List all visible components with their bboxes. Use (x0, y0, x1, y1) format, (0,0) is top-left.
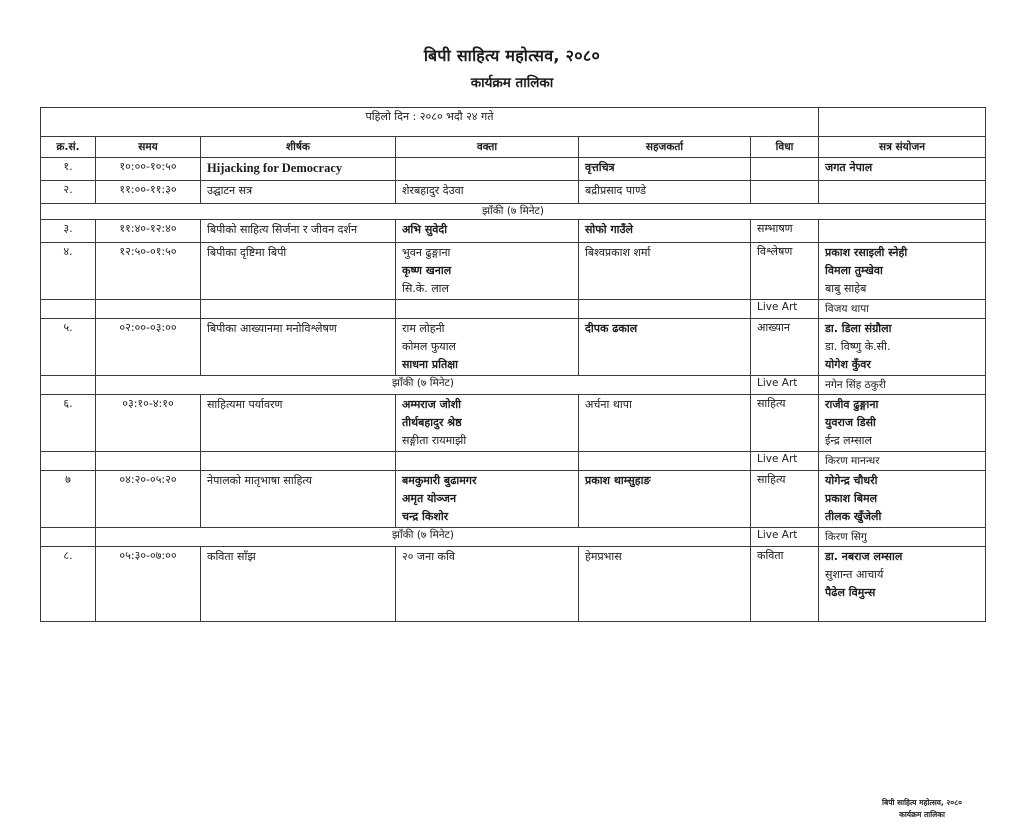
facilitator-cell (579, 181, 751, 204)
cell-line: कोमल फुयाल (402, 340, 456, 353)
time-cell: ११:४०-१२:४० (96, 220, 201, 243)
time-cell: ०३:१०-४:१० (96, 395, 201, 452)
cell-line: प्रकाश थाम्सुहाङ (585, 474, 651, 487)
facilitator-cell (579, 547, 751, 622)
time-cell (96, 452, 201, 471)
time-cell: ०४:२०-०५:२० (96, 471, 201, 528)
cell-line: बमकुमारी बुढामगर (402, 474, 477, 487)
cell-line: राम लोहनी (402, 322, 445, 335)
session-row (41, 243, 986, 300)
coordinator-cell (819, 319, 986, 376)
cell-line: शेरबहादुर देउवा (402, 184, 464, 197)
col-header-coordinator: सत्र संयोजन (819, 137, 986, 158)
cell-line: किरण सिगु (825, 531, 867, 543)
speaker-cell (396, 220, 579, 243)
cell-line: डा. विष्णु के.सी. (825, 340, 891, 353)
cell-line: सि.के. लाल (402, 282, 449, 295)
jhanki-label-cell: झाँकी (७ मिनेट) (96, 528, 751, 547)
cell-line: सङ्गीता रायमाझी (402, 434, 467, 447)
facilitator-cell (579, 319, 751, 376)
sn-cell: १. (41, 158, 96, 181)
speaker-cell (396, 300, 579, 319)
cell-line: साधना प्रतिक्षा (402, 358, 458, 371)
cell-line: बिश्वप्रकाश शर्मा (585, 246, 651, 259)
cell-line: सोफो गाउँले (585, 223, 633, 236)
footer-line-1: बिपी साहित्य महोत्सव, २०८० (882, 798, 962, 807)
document-subtitle: कार्यक्रम तालिका (470, 75, 554, 91)
cell-line: बाबु साहेब (825, 282, 867, 295)
cell-line: युवराज डिसी (825, 416, 876, 429)
genre-cell: कविता (751, 547, 819, 622)
coordinator-cell (819, 376, 986, 395)
genre-cell: Live Art (751, 528, 819, 547)
cell-line: Hijacking for Democracy (207, 161, 343, 175)
cell-line: विजय थापा (825, 303, 869, 315)
col-header-time: समय (96, 137, 201, 158)
session-row (41, 181, 986, 204)
cell-line: बिपीका दृष्टिमा बिपी (207, 246, 287, 259)
session-row (41, 395, 986, 452)
genre-cell: Live Art (751, 376, 819, 395)
time-cell: ०२:००-०३:०० (96, 319, 201, 376)
time-cell: १०:००-१०:५० (96, 158, 201, 181)
cell-line: उद्घाटन सत्र (207, 184, 253, 197)
cell-line: हेमप्रभास (585, 550, 622, 563)
cell-line: नेपालको मातृभाषा साहित्य (207, 474, 312, 487)
cell-line: योगेन्द्र चौधरी (825, 474, 878, 487)
coordinator-cell (819, 395, 986, 452)
facilitator-cell (579, 158, 751, 181)
document-page (0, 44, 1024, 819)
live-art-row (41, 300, 986, 319)
cell-line: विमला तुम्खेवा (825, 264, 883, 277)
cell-line: ईन्द्र लम्साल (825, 434, 872, 447)
genre-cell: साहित्य (751, 471, 819, 528)
coordinator-cell (819, 528, 986, 547)
genre-cell: साहित्य (751, 395, 819, 452)
cell-line: राजीव ढुङ्गाना (825, 398, 879, 411)
sn-cell: २. (41, 181, 96, 204)
col-header-genre: विधा (751, 137, 819, 158)
sn-cell (41, 376, 96, 395)
cell-line: तीर्थबहादुर श्रेष्ठ (402, 416, 462, 429)
title-cell (201, 395, 396, 452)
coordinator-cell (819, 471, 986, 528)
facilitator-cell (579, 243, 751, 300)
jhanki-label-cell: झाँकी (७ मिनेट) (96, 376, 751, 395)
jhanki-label-cell: झाँकी (७ मिनेट) (41, 204, 986, 220)
cell-line: जगत नेपाल (825, 161, 873, 174)
coordinator-cell (819, 547, 986, 622)
cell-line: तीलक खुँजेली (825, 510, 882, 523)
session-row (41, 319, 986, 376)
session-row (41, 547, 986, 622)
title-cell (201, 181, 396, 204)
cell-line: बद्रीप्रसाद पाण्डे (585, 184, 647, 197)
genre-cell: Live Art (751, 300, 819, 319)
speaker-cell (396, 452, 579, 471)
coordinator-cell (819, 300, 986, 319)
cell-line: योगेश कुँवर (825, 358, 871, 371)
title-cell (201, 300, 396, 319)
cell-line: बिपीका आख्यानमा मनोविश्लेषण (207, 322, 337, 335)
coordinator-cell (819, 181, 986, 204)
jhanki-full-row (41, 204, 986, 220)
session-row (41, 158, 986, 181)
sn-cell (41, 528, 96, 547)
day-title-row (41, 108, 986, 137)
cell-line: २० जना कवि (402, 550, 455, 563)
cell-line: पैढेल विमुन्स (825, 586, 876, 599)
sn-cell: ५. (41, 319, 96, 376)
coordinator-cell (819, 220, 986, 243)
sn-cell: ६. (41, 395, 96, 452)
col-header-title: शीर्षक (201, 137, 396, 158)
session-row (41, 220, 986, 243)
live-art-row (41, 452, 986, 471)
sn-cell: ८. (41, 547, 96, 622)
speaker-cell (396, 319, 579, 376)
cell-line: अमृत योञ्जन (402, 492, 457, 505)
schedule-table (40, 107, 986, 622)
facilitator-cell (579, 395, 751, 452)
jhanki-split-row (41, 528, 986, 547)
speaker-cell (396, 158, 579, 181)
genre-cell: Live Art (751, 452, 819, 471)
time-cell: ०५:३०-०७:०० (96, 547, 201, 622)
document-title: बिपी साहित्य महोत्सव, २०८० (423, 46, 601, 65)
genre-cell (751, 181, 819, 204)
coordinator-cell (819, 452, 986, 471)
cell-line: अभि सुवेदी (402, 223, 448, 236)
cell-line: दीपक ढकाल (585, 322, 638, 335)
genre-cell: आख्यान (751, 319, 819, 376)
facilitator-cell (579, 220, 751, 243)
speaker-cell (396, 395, 579, 452)
column-header-row (41, 137, 986, 158)
time-cell (96, 300, 201, 319)
facilitator-cell (579, 300, 751, 319)
sn-cell: ७ (41, 471, 96, 528)
coordinator-cell (819, 243, 986, 300)
sn-cell: ४. (41, 243, 96, 300)
title-cell (201, 471, 396, 528)
cell-line: चन्द्र किशोर (402, 510, 449, 523)
col-header-sn: क्र.सं. (41, 137, 96, 158)
cell-line: प्रकाश रसाइली स्नेही (825, 246, 908, 259)
cell-line: अर्चना थापा (585, 398, 632, 411)
schedule-table-body (41, 158, 986, 622)
page-footer (882, 797, 962, 821)
title-cell (201, 319, 396, 376)
cell-line: साहित्यमा पर्यावरण (207, 398, 283, 411)
title-cell (201, 452, 396, 471)
cell-line: कृष्ण खनाल (402, 264, 452, 277)
day-title-empty-cell (819, 108, 986, 137)
facilitator-cell (579, 471, 751, 528)
session-row (41, 471, 986, 528)
title-cell (201, 243, 396, 300)
genre-cell (751, 158, 819, 181)
day-title: पहिलो दिन : २०८० भदौ २४ गते (41, 108, 819, 137)
speaker-cell (396, 243, 579, 300)
sn-cell: ३. (41, 220, 96, 243)
speaker-cell (396, 181, 579, 204)
title-cell (201, 547, 396, 622)
genre-cell: सम्भाषण (751, 220, 819, 243)
genre-cell: विश्लेषण (751, 243, 819, 300)
coordinator-cell (819, 158, 986, 181)
time-cell: १२:५०-०१:५० (96, 243, 201, 300)
cell-line: नगेन सिंह ठकुरी (825, 379, 886, 391)
cell-line: अम्मराज जोशी (402, 398, 461, 411)
sn-cell (41, 300, 96, 319)
speaker-cell (396, 547, 579, 622)
time-cell: ११:००-११:३० (96, 181, 201, 204)
cell-line: वृत्तचित्र (585, 161, 615, 174)
cell-line: डा. डिला संग्रौला (825, 322, 892, 335)
speaker-cell (396, 471, 579, 528)
title-cell (201, 220, 396, 243)
jhanki-split-row (41, 376, 986, 395)
cell-line: किरण मानन्धर (825, 455, 880, 467)
cell-line: कविता साँझ (207, 550, 256, 563)
facilitator-cell (579, 452, 751, 471)
col-header-facilitator: सहजकर्ता (579, 137, 751, 158)
sn-cell (41, 452, 96, 471)
title-cell (201, 158, 396, 181)
cell-line: डा. नबराज लम्साल (825, 550, 903, 563)
cell-line: बिपीको साहित्य सिर्जना र जीवन दर्शन (207, 223, 358, 236)
cell-line: प्रकाश बिमल (825, 492, 878, 505)
footer-line-2: कार्यक्रम तालिका (899, 810, 945, 819)
cell-line: सुशान्त आचार्य (825, 568, 884, 581)
cell-line: भुवन ढुङ्गाना (402, 246, 451, 259)
col-header-speaker: वक्ता (396, 137, 579, 158)
